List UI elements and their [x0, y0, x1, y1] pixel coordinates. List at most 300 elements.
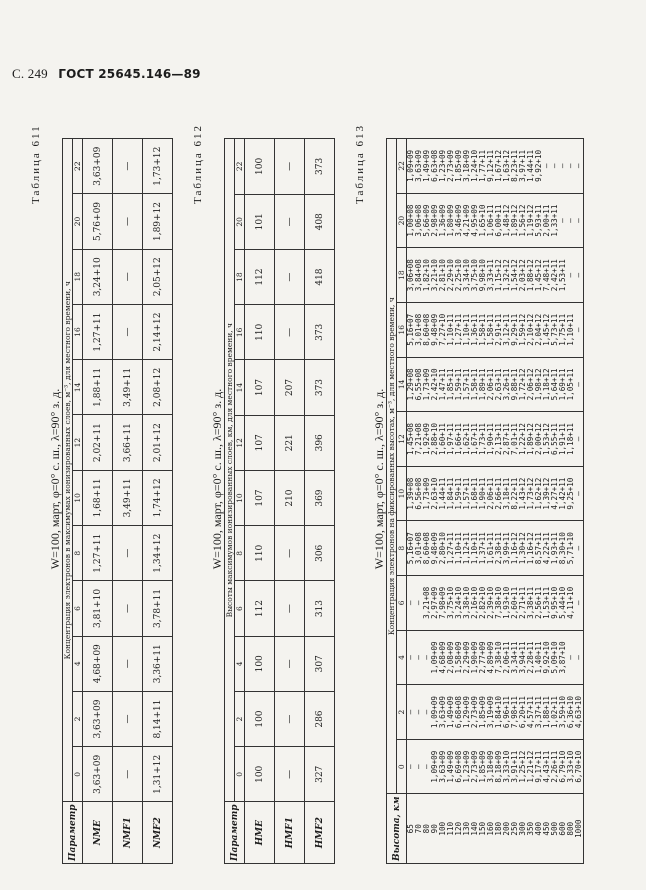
value-cell: 3,26+11	[502, 368, 511, 401]
value-cell: 3,63+09	[83, 139, 113, 194]
value-cell: 2,39+10	[486, 586, 495, 619]
value-cell: 3,12+11	[502, 313, 511, 346]
value-cell: 373	[305, 360, 335, 415]
value-cell: —	[414, 764, 423, 769]
hour-header: 0	[73, 747, 83, 802]
height-value: 200	[502, 821, 511, 836]
value-cell: 7,01+11	[510, 423, 519, 456]
value-cell: 1,09+09	[406, 149, 415, 182]
value-cell: 8,23+11	[510, 149, 519, 182]
value-cell: 2,29+09	[462, 641, 471, 674]
value-cell: 8,18+09	[494, 750, 503, 783]
hour-header: 20	[235, 194, 245, 249]
value-cell: 1,65+10	[478, 204, 487, 237]
value-cell: 1,27+11	[83, 304, 113, 359]
value-cell: 2,98+09	[430, 204, 439, 237]
value-cell: 4,68+09	[83, 636, 113, 691]
value-cell: 1,19+12	[526, 204, 535, 237]
value-cell: 1,00+08	[406, 204, 415, 237]
value-cell: 3,87+10	[558, 641, 567, 674]
value-cell: 2,63+11	[494, 368, 503, 401]
value-cell: 3,37+11	[534, 696, 543, 729]
value-cell: 1,58+11	[478, 313, 487, 346]
value-cell: 9,48+09	[430, 532, 439, 565]
value-cell: —	[275, 249, 305, 304]
height-value: 65	[406, 824, 415, 834]
value-cell: 1,57+11	[462, 368, 471, 401]
value-cell: 2,05+12	[143, 249, 173, 304]
value-cell: 2,42+11	[550, 259, 559, 292]
value-column	[407, 357, 584, 412]
value-cell: 9,29+11	[510, 313, 519, 346]
hour-header: 18	[73, 249, 83, 304]
value-cell: 2,25+10	[454, 259, 463, 292]
param-header: Параметр	[63, 802, 83, 864]
value-cell: 1,49+09	[446, 696, 455, 729]
value-cell: —	[566, 218, 575, 223]
value-cell: 100	[245, 636, 275, 691]
value-cell: 5,76+09	[83, 194, 113, 249]
hour-header: 14	[235, 360, 245, 415]
value-cell: 1,88+11	[542, 696, 551, 729]
hour-header: 22	[397, 139, 407, 194]
row-param: NME	[83, 802, 113, 864]
value-cell: 2,08+12	[143, 360, 173, 415]
value-cell: 4,22+11	[542, 532, 551, 565]
value-cell: 3,19+09	[486, 696, 495, 729]
value-cell: 3,46+09	[454, 204, 463, 237]
value-cell: 1,06+11	[486, 204, 495, 237]
value-cell: —	[275, 636, 305, 691]
value-cell: —	[574, 163, 583, 169]
value-cell: 1,10+11	[462, 313, 471, 346]
value-cell: 1,43+12	[518, 477, 527, 510]
value-cell: 3,38+10	[462, 586, 471, 619]
height-value: 600	[558, 821, 567, 836]
value-cell: 1,10+11	[446, 313, 455, 346]
value-cell: 2,13+11	[494, 423, 503, 456]
value-cell: 6,68+08	[454, 696, 463, 729]
value-cell: —	[566, 272, 575, 278]
value-cell: 2,26+11	[550, 750, 559, 783]
value-cell: 1,22+12	[518, 423, 527, 456]
hour-header: 16	[397, 302, 407, 357]
value-cell: 1,30+12	[518, 532, 527, 565]
hour-header: 10	[397, 466, 407, 521]
value-cell: 1,54+12	[510, 259, 519, 292]
height-value: 130	[462, 821, 471, 836]
table-row	[83, 139, 113, 864]
table-612	[224, 138, 335, 864]
value-cell: 1,59+11	[454, 477, 463, 510]
value-cell: 4,95+09	[470, 204, 479, 237]
height-value: 80	[422, 824, 431, 834]
value-cell: 3,63+09	[438, 696, 447, 729]
value-cell: —	[574, 272, 583, 278]
value-cell: 1,68+11	[470, 477, 479, 510]
value-cell: 1,58+11	[470, 368, 479, 401]
value-cell: —	[566, 163, 575, 169]
value-cell: 2,06+11	[486, 477, 495, 510]
value-cell: 1,59+11	[454, 368, 463, 401]
hour-header: 2	[73, 691, 83, 746]
value-column	[407, 139, 584, 194]
height-value: 1000	[574, 819, 583, 838]
value-cell: 1,88+12	[526, 259, 535, 292]
value-cell: 1,57+11	[462, 477, 471, 510]
value-cell: 4,21+09	[462, 204, 471, 237]
value-cell: 2,14+12	[143, 304, 173, 359]
value-cell: 2,91+11	[494, 313, 503, 346]
value-cell: 1,49+09	[422, 149, 431, 182]
value-cell: —	[558, 163, 567, 169]
value-cell: 2,38+11	[494, 532, 503, 565]
value-cell: 4,27+11	[550, 477, 559, 510]
value-cell: 1,18+12	[542, 368, 551, 401]
value-cell: 6,55+08	[414, 368, 423, 401]
height-value: 70	[414, 824, 423, 834]
value-cell: 3,21+10	[430, 259, 439, 292]
value-cell: 5,73+11	[550, 313, 559, 346]
hour-header: 8	[397, 521, 407, 576]
height-value: 140	[470, 821, 479, 836]
value-cell: 3,75+10	[446, 586, 455, 619]
value-cell: 1,18+11	[566, 423, 575, 456]
value-cell: 1,53+12	[542, 423, 551, 456]
value-cell: 1,73+09	[422, 368, 431, 401]
value-cell: 1,90+11	[478, 477, 487, 510]
value-cell: —	[275, 747, 305, 802]
value-cell: 6,70+10	[574, 750, 583, 783]
value-cell: 3,78+11	[143, 581, 173, 636]
value-cell: 1,23+09	[438, 149, 447, 182]
param-header: Параметр	[225, 802, 245, 864]
value-cell: —	[574, 655, 583, 660]
value-cell: 1,31+12	[143, 747, 173, 802]
value-cell: 1,45+08	[406, 423, 415, 456]
value-cell: 5,44+10	[558, 586, 567, 619]
page-number: С. 249	[12, 66, 48, 81]
value-cell: 1,10+11	[470, 532, 479, 565]
value-column	[407, 521, 584, 576]
value-cell: 1,29+09	[462, 696, 471, 729]
value-cell: 3,97+11	[518, 149, 527, 182]
hour-header: 10	[235, 470, 245, 525]
value-cell: 2,00+11	[542, 204, 551, 237]
hour-header: 22	[73, 139, 83, 194]
value-cell: 1,73+09	[422, 477, 431, 510]
value-cell: 1,89+12	[143, 194, 173, 249]
hour-header: 4	[397, 630, 407, 685]
value-cell: 8,30+10	[558, 532, 567, 565]
value-cell: 7,21+08	[414, 423, 423, 456]
value-cell: 6,36+10	[566, 696, 575, 729]
value-cell: 1,58+09	[454, 641, 463, 674]
value-cell: 4,11+10	[566, 586, 575, 619]
value-cell: 100	[245, 139, 275, 195]
value-cell: 3,33+11	[486, 259, 495, 292]
value-cell: 1,29+08	[406, 368, 415, 401]
value-cell: 2,06+12	[526, 368, 535, 401]
value-cell: 4,43+11	[542, 750, 551, 783]
value-cell: 1,39+08	[406, 477, 415, 510]
value-cell: 3,01+08	[414, 313, 423, 346]
value-cell: 1,59+12	[518, 313, 527, 346]
value-cell: 3,63+09	[83, 747, 113, 802]
value-cell: 1,05+11	[566, 368, 575, 401]
value-cell: 5,71+10	[566, 532, 575, 565]
value-cell: 1,72+12	[518, 368, 527, 401]
table-611-caption: W=100, март, φ=0° с. ш., λ=90° з. д.	[48, 388, 62, 570]
value-cell: —	[113, 691, 143, 746]
value-cell: 3,99+11	[502, 532, 511, 565]
value-cell: 306	[305, 526, 335, 581]
value-cell: 9,88+11	[510, 368, 519, 401]
value-cell: 5,09+10	[550, 641, 559, 674]
value-cell: 1,74+12	[143, 470, 173, 525]
value-cell: —	[275, 581, 305, 636]
value-cell: 327	[305, 747, 335, 802]
value-cell: 3,94+11	[518, 641, 527, 674]
value-cell: 1,85+11	[446, 368, 455, 401]
value-cell: 2,73+09	[470, 750, 479, 783]
value-cell: 1,63+12	[502, 149, 511, 182]
value-cell: 2,77+09	[478, 641, 487, 674]
value-cell: 1,48+12	[502, 204, 511, 237]
hour-header: 12	[235, 415, 245, 470]
value-cell: 2,73+09	[470, 696, 479, 729]
hour-header: 14	[73, 360, 83, 415]
table-611	[62, 138, 173, 864]
value-cell: 1,85+09	[478, 750, 487, 783]
value-column	[407, 630, 584, 685]
value-cell: 3,34+11	[510, 641, 519, 674]
value-cell: 1,25+12	[518, 750, 527, 783]
hour-header: 2	[235, 691, 245, 746]
value-cell: —	[558, 218, 567, 223]
value-cell: 1,27+11	[454, 313, 463, 346]
height-value: 120	[454, 821, 463, 836]
value-cell: 307	[305, 636, 335, 691]
value-cell: 9,48+09	[430, 313, 439, 346]
value-cell: 3,84+08	[414, 259, 423, 292]
value-cell: 1,44+11	[438, 477, 447, 510]
value-cell: 3,06+08	[414, 204, 423, 237]
value-cell: 1,88+11	[83, 360, 113, 415]
value-cell: 3,34+10	[462, 259, 471, 292]
subcaption: Концентрация электронов в максимумах ионизированных слоев, м⁻³, для местного времени, ч	[63, 139, 73, 802]
hour-header: 12	[397, 412, 407, 467]
hour-header: 8	[73, 526, 83, 581]
value-cell: 1,93+11	[550, 532, 559, 565]
value-cell: 1,49+09	[446, 750, 455, 783]
height-value: 160	[486, 821, 495, 836]
document-code: ГОСТ 25645.146—89	[58, 67, 201, 81]
value-cell: 3,38+11	[526, 586, 535, 619]
value-cell: 3,36+11	[143, 636, 173, 691]
value-cell: —	[113, 249, 143, 304]
value-cell: 1,58+11	[486, 313, 495, 346]
rotated-content	[28, 108, 598, 864]
value-cell: —	[275, 194, 305, 249]
value-cell: 1,27+11	[446, 532, 455, 565]
value-cell: 5,16+07	[406, 532, 415, 565]
param-header: Высота, км	[387, 794, 407, 864]
table-row	[305, 139, 335, 864]
value-cell: —	[113, 304, 143, 359]
hour-header: 6	[73, 581, 83, 636]
value-column	[407, 302, 584, 357]
value-column	[407, 685, 584, 740]
value-cell: 2,06+11	[486, 368, 495, 401]
value-cell: 6,00+11	[494, 204, 503, 237]
page-header	[12, 66, 201, 82]
value-cell: 210	[275, 470, 305, 525]
hour-header: 2	[397, 685, 407, 740]
value-cell: 2,87+11	[502, 423, 511, 456]
height-value: 150	[478, 821, 487, 836]
height-value: 180	[494, 821, 503, 836]
value-cell: 1,62+11	[462, 423, 471, 456]
value-cell: 1,93+10	[502, 586, 511, 619]
value-cell: 7,98+09	[438, 586, 447, 619]
value-cell: 1,16+12	[526, 532, 535, 565]
value-cell: 5,64+11	[550, 368, 559, 401]
value-cell: 1,73+12	[143, 139, 173, 194]
value-cell: 1,40+11	[534, 641, 543, 674]
value-cell: 100	[245, 691, 275, 746]
value-cell: 1,16+12	[510, 532, 519, 565]
value-cell: 1,21+12	[526, 750, 535, 783]
value-cell: 2,16+10	[470, 586, 479, 619]
value-cell: 1,68+11	[83, 470, 113, 525]
value-cell: —	[550, 163, 559, 169]
value-cell: 2,97+09	[430, 586, 439, 619]
height-value: 800	[566, 821, 575, 836]
value-cell: 2,29+10	[446, 259, 455, 292]
value-cell: 408	[305, 194, 335, 249]
row-param: HMF2	[305, 802, 335, 864]
value-cell: —	[113, 581, 143, 636]
row-param: HMF1	[275, 802, 305, 864]
value-cell: 4,68+09	[438, 641, 447, 674]
value-cell: 396	[305, 415, 335, 470]
value-cell: 1,09+09	[430, 641, 439, 674]
value-cell: 7,38+10	[494, 586, 503, 619]
value-cell: 2,81+10	[438, 259, 447, 292]
value-cell: 1,62+12	[534, 477, 543, 510]
hour-header: 0	[397, 739, 407, 794]
value-cell: 2,00+12	[534, 423, 543, 456]
table-row	[143, 139, 173, 864]
value-cell: 2,10+12	[526, 313, 535, 346]
height-value: 450	[542, 821, 551, 836]
value-cell: —	[574, 491, 583, 496]
value-cell: 7,48+11	[542, 259, 551, 292]
value-cell: 107	[245, 415, 275, 470]
value-cell: 7,27+10	[438, 313, 447, 346]
value-cell: 221	[275, 415, 305, 470]
value-cell: 3,63+09	[414, 149, 423, 182]
value-column	[407, 739, 584, 794]
table-row	[113, 139, 143, 864]
value-cell: 3,18+09	[462, 149, 471, 182]
value-cell: 9,92+10	[534, 149, 543, 182]
value-cell: —	[113, 747, 143, 802]
value-cell: 1,84+11	[446, 477, 455, 510]
value-cell: 1,32+12	[502, 259, 511, 292]
value-cell: 1,92+09	[422, 423, 431, 456]
value-cell: 1,27+11	[83, 526, 113, 581]
value-cell: 3,63+09	[438, 750, 447, 783]
value-cell: 1,09+09	[430, 696, 439, 729]
value-cell: 5,66+09	[422, 204, 431, 237]
value-cell: 373	[305, 139, 335, 195]
value-cell: 2,04+12	[534, 313, 543, 346]
value-cell: 6,56+08	[414, 477, 423, 510]
value-cell: 2,63+10	[430, 477, 439, 510]
hour-header: 4	[235, 636, 245, 691]
value-cell: —	[414, 709, 423, 715]
value-cell: 1,69+11	[558, 368, 567, 401]
value-cell: 1,61+11	[486, 532, 495, 565]
table-611-label: Таблица 611	[30, 124, 42, 204]
value-cell: —	[275, 305, 305, 360]
value-cell: 1,33+11	[550, 204, 559, 237]
value-cell: 7,38+10	[494, 641, 503, 674]
table-612-caption: W=100, март, φ=0° с. ш., λ=90° з. д.	[210, 388, 224, 570]
value-cell: 3,49+11	[113, 470, 143, 525]
value-cell: —	[574, 545, 583, 551]
value-cell: 3,06+08	[406, 259, 415, 292]
hour-header: 16	[235, 305, 245, 360]
value-cell: 2,71+11	[518, 586, 527, 619]
value-cell: —	[275, 691, 305, 746]
value-column	[407, 466, 584, 521]
value-cell: 1,10+11	[454, 532, 463, 565]
value-cell: 1,89+11	[478, 368, 487, 401]
value-cell: 2,82+10	[478, 586, 487, 619]
value-cell: 1,36+11	[470, 313, 479, 346]
height-value: 500	[550, 821, 559, 836]
table-613-label: Таблица 613	[354, 123, 366, 204]
value-cell: 1,80+09	[446, 204, 455, 237]
value-cell: 2,66+11	[494, 477, 503, 510]
hour-header: 8	[235, 526, 245, 581]
value-cell: 313	[305, 581, 335, 636]
height-value: 250	[510, 821, 519, 836]
value-cell: 5,93+11	[534, 204, 543, 237]
hour-header: 4	[73, 636, 83, 691]
value-cell: 107	[245, 360, 275, 415]
value-cell: 1,12+11	[462, 532, 471, 565]
value-cell: 3,18+09	[486, 750, 495, 783]
value-cell: 1,56+12	[518, 204, 527, 237]
value-cell: 1,42+11	[558, 477, 567, 510]
hour-header: 16	[73, 304, 83, 359]
value-cell: 2,42+10	[430, 368, 439, 401]
hour-header: 10	[73, 470, 83, 525]
value-cell: 3,66+11	[113, 415, 143, 470]
value-cell: 1,98+12	[534, 368, 543, 401]
value-cell: 4,57+11	[526, 696, 535, 729]
value-column	[407, 193, 584, 248]
value-cell: 9,92+10	[542, 641, 551, 674]
value-cell: 1,90+09	[470, 641, 479, 674]
value-cell: 9,95+10	[550, 586, 559, 619]
value-cell: 1,34+12	[143, 526, 173, 581]
value-cell: 1,73+11	[478, 423, 487, 456]
